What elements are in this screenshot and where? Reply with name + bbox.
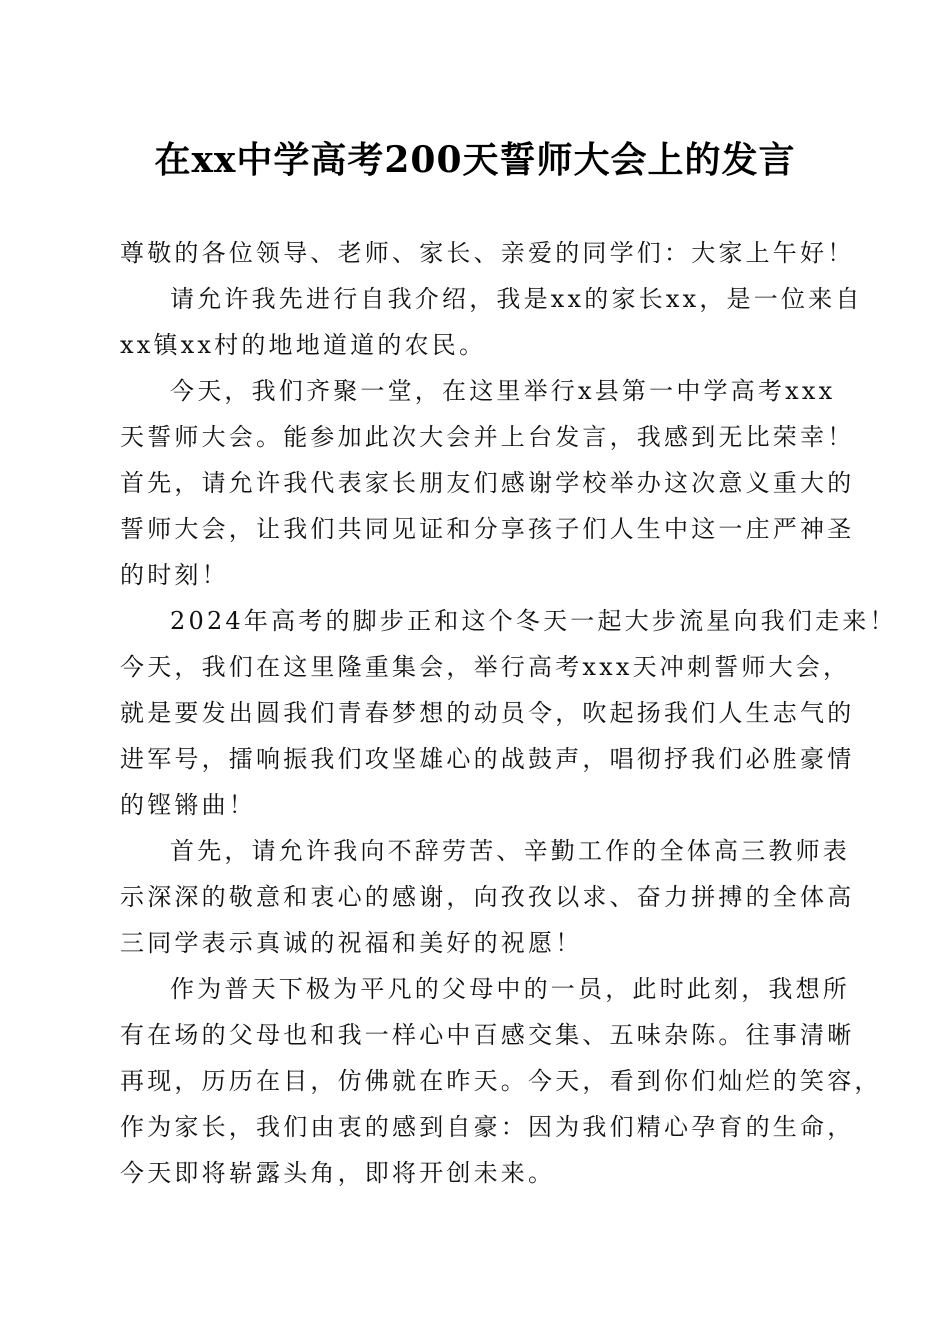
text-line: 2024年高考的脚步正和这个冬天一起大步流星向我们走来！: [170, 607, 897, 635]
text-line: 的铿锵曲！: [120, 791, 256, 819]
text-line: 三同学表示真诚的祝福和美好的祝愿！: [120, 929, 583, 957]
text-line: 今天，我们在这里隆重集会，举行高考xxx天冲刺誓师大会，: [120, 653, 851, 681]
text-line: 进军号，擂响振我们攻坚雄心的战鼓声，唱彻抒我们必胜豪情: [120, 745, 855, 773]
text-line: 的时刻！: [120, 561, 229, 589]
text-line: 再现，历历在目，仿佛就在昨天。今天，看到你们灿烂的笑容，: [120, 1067, 882, 1095]
text-line: 就是要发出圆我们青春梦想的动员令，吹起扬我们人生志气的: [120, 699, 855, 727]
text-line: 示深深的敬意和衷心的感谢，向孜孜以求、奋力拼搏的全体高: [120, 883, 855, 911]
document-body: [120, 230, 897, 1196]
text-line: 请允许我先进行自我介绍，我是xx的家长xx，是一位来自: [170, 285, 863, 313]
text-line: 首先，请允许我向不辞劳苦、辛勤工作的全体高三教师表: [170, 837, 850, 865]
text-line: 天誓师大会。能参加此次大会并上台发言，我感到无比荣幸！: [120, 423, 855, 451]
text-line: 作为家长，我们由衷的感到自豪：因为我们精心孕育的生命，: [120, 1113, 855, 1141]
text-line: 首先，请允许我代表家长朋友们感谢学校举办这次意义重大的: [120, 469, 855, 497]
text-line: 作为普天下极为平凡的父母中的一员，此时此刻，我想所: [170, 975, 850, 1003]
text-line: 有在场的父母也和我一样心中百感交集、五味杂陈。往事清晰: [120, 1021, 855, 1049]
text-line: 今天即将崭露头角，即将开创未来。: [120, 1159, 556, 1187]
document-title: 在xx中学高考200天誓师大会上的发言: [154, 139, 796, 181]
text-line: 誓师大会，让我们共同见证和分享孩子们人生中这一庄严神圣: [120, 515, 855, 543]
text-line: 今天，我们齐聚一堂，在这里举行x县第一中学高考xxx: [170, 377, 836, 405]
text-line: xx镇xx村的地地道道的农民。: [120, 331, 487, 359]
text-line-greeting: 尊敬的各位领导、老师、家长、亲爱的同学们：大家上午好！: [120, 239, 855, 267]
